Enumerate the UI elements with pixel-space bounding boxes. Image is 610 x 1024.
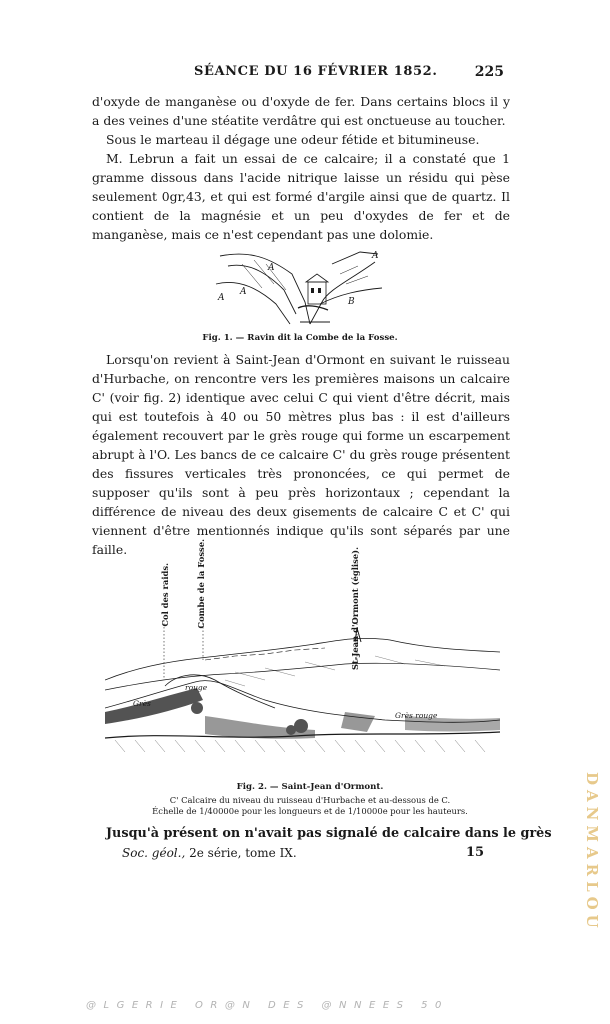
label-col-des-raids: Col des raids.	[160, 563, 170, 627]
paragraph-1	[92, 92, 510, 244]
figure-2-landscape-section	[105, 620, 500, 758]
continuation-line: Jusqu'à présent on n'avait pas signalé de calcaire dans le grès	[106, 826, 552, 841]
footer-series: 2e série, tome IX.	[189, 846, 297, 860]
text-line-1: d'oxyde de manganèse ou d'oxyde de fer. Dans certains blocs il y a des veines d'une stéatite verdâtre qui est onctueuse au toucher.	[92, 94, 510, 128]
bottom-watermark: @LGERIE OR@N DES @NNEES 50	[86, 1000, 449, 1011]
paragraph-2-text: Lorsqu'on revient à Saint-Jean d'Ormont en suivant le ruisseau d'Hurbache, on rencontre vers les premières maisons un calcaire C' (voir fig. 2) identique avec celui C qui vient d'être décrit, mais qui est toutefois à 40 ou 50 mètres plus bas : il est d'ailleurs également recouvert par le grès rouge qui forme un escarpement abrupt à l'O. Les bancs de ce calcaire C' du grès rouge présentent des fissures verticales très prononcées, ce qui permet de supposer qu'ils sont à peu près horizontaux ; cependant la différence de niveau des deux gisements de calcaire C et C' qui viennent d'être mentionnés indique qu'ils sont séparés par une faille.	[92, 352, 510, 557]
figure-1-ravine-sketch	[210, 244, 390, 332]
fig2-label-rouge: rouge	[185, 683, 208, 692]
fig2-label-gres: Grès	[133, 699, 151, 708]
running-header	[94, 64, 508, 84]
fig1-label-a2: A	[218, 293, 225, 303]
side-watermark	[583, 772, 607, 982]
fig1-label-a1: A	[268, 263, 275, 273]
text-line-3: M. Lebrun a fait un essai de ce calcaire; il a constaté que 1 gramme dissous dans l'acide nitrique laisse un résidu qui pèse seulement 0gr,43, et qui est formé d'argile ainsi que de quartz. Il contient de la magnésie et un peu d'oxydes de fer et de manganèse, mais ce n'est cependant pas une dolomie.	[92, 151, 510, 242]
figure-2-caption-line-2: Échelle de 1/40000e pour les longueurs et de 1/10000e pour les hauteurs.	[152, 806, 468, 816]
figure-2-caption-line-1: C' Calcaire du niveau du ruisseau d'Hurbache et au-dessous de C.	[169, 795, 451, 805]
footer-journal-ref	[122, 846, 297, 860]
footer-journal: Soc. géol.,	[122, 846, 186, 860]
figure-2-top-labels	[150, 535, 390, 670]
paragraph-2	[92, 350, 510, 559]
fig1-label-a4: A	[372, 251, 379, 261]
page-number: 225	[474, 64, 504, 80]
figure-1-caption: Fig. 1. — Ravin dit la Combe de la Fosse.	[202, 333, 398, 343]
figure-2-caption-title: Fig. 2. — Saint-Jean d'Ormont.	[236, 782, 384, 792]
fig1-label-b: B	[348, 297, 355, 307]
header-title: SÉANCE DU 16 FÉVRIER 1852.	[194, 64, 438, 79]
fig2-label-gres-rouge: Grès rouge	[395, 711, 438, 720]
footer-signature-mark: 15	[466, 845, 485, 860]
fig1-label-a3: A	[240, 287, 247, 297]
label-combe-de-la-fosse: Combe de la Fosse.	[196, 539, 206, 629]
side-watermark-text: DANMARLOU	[583, 772, 601, 933]
text-line-2: Sous le marteau il dégage une odeur fétide et bitumineuse.	[106, 132, 480, 147]
label-st-jean-dormont: St-Jean d'Ormont (église).	[350, 547, 360, 670]
